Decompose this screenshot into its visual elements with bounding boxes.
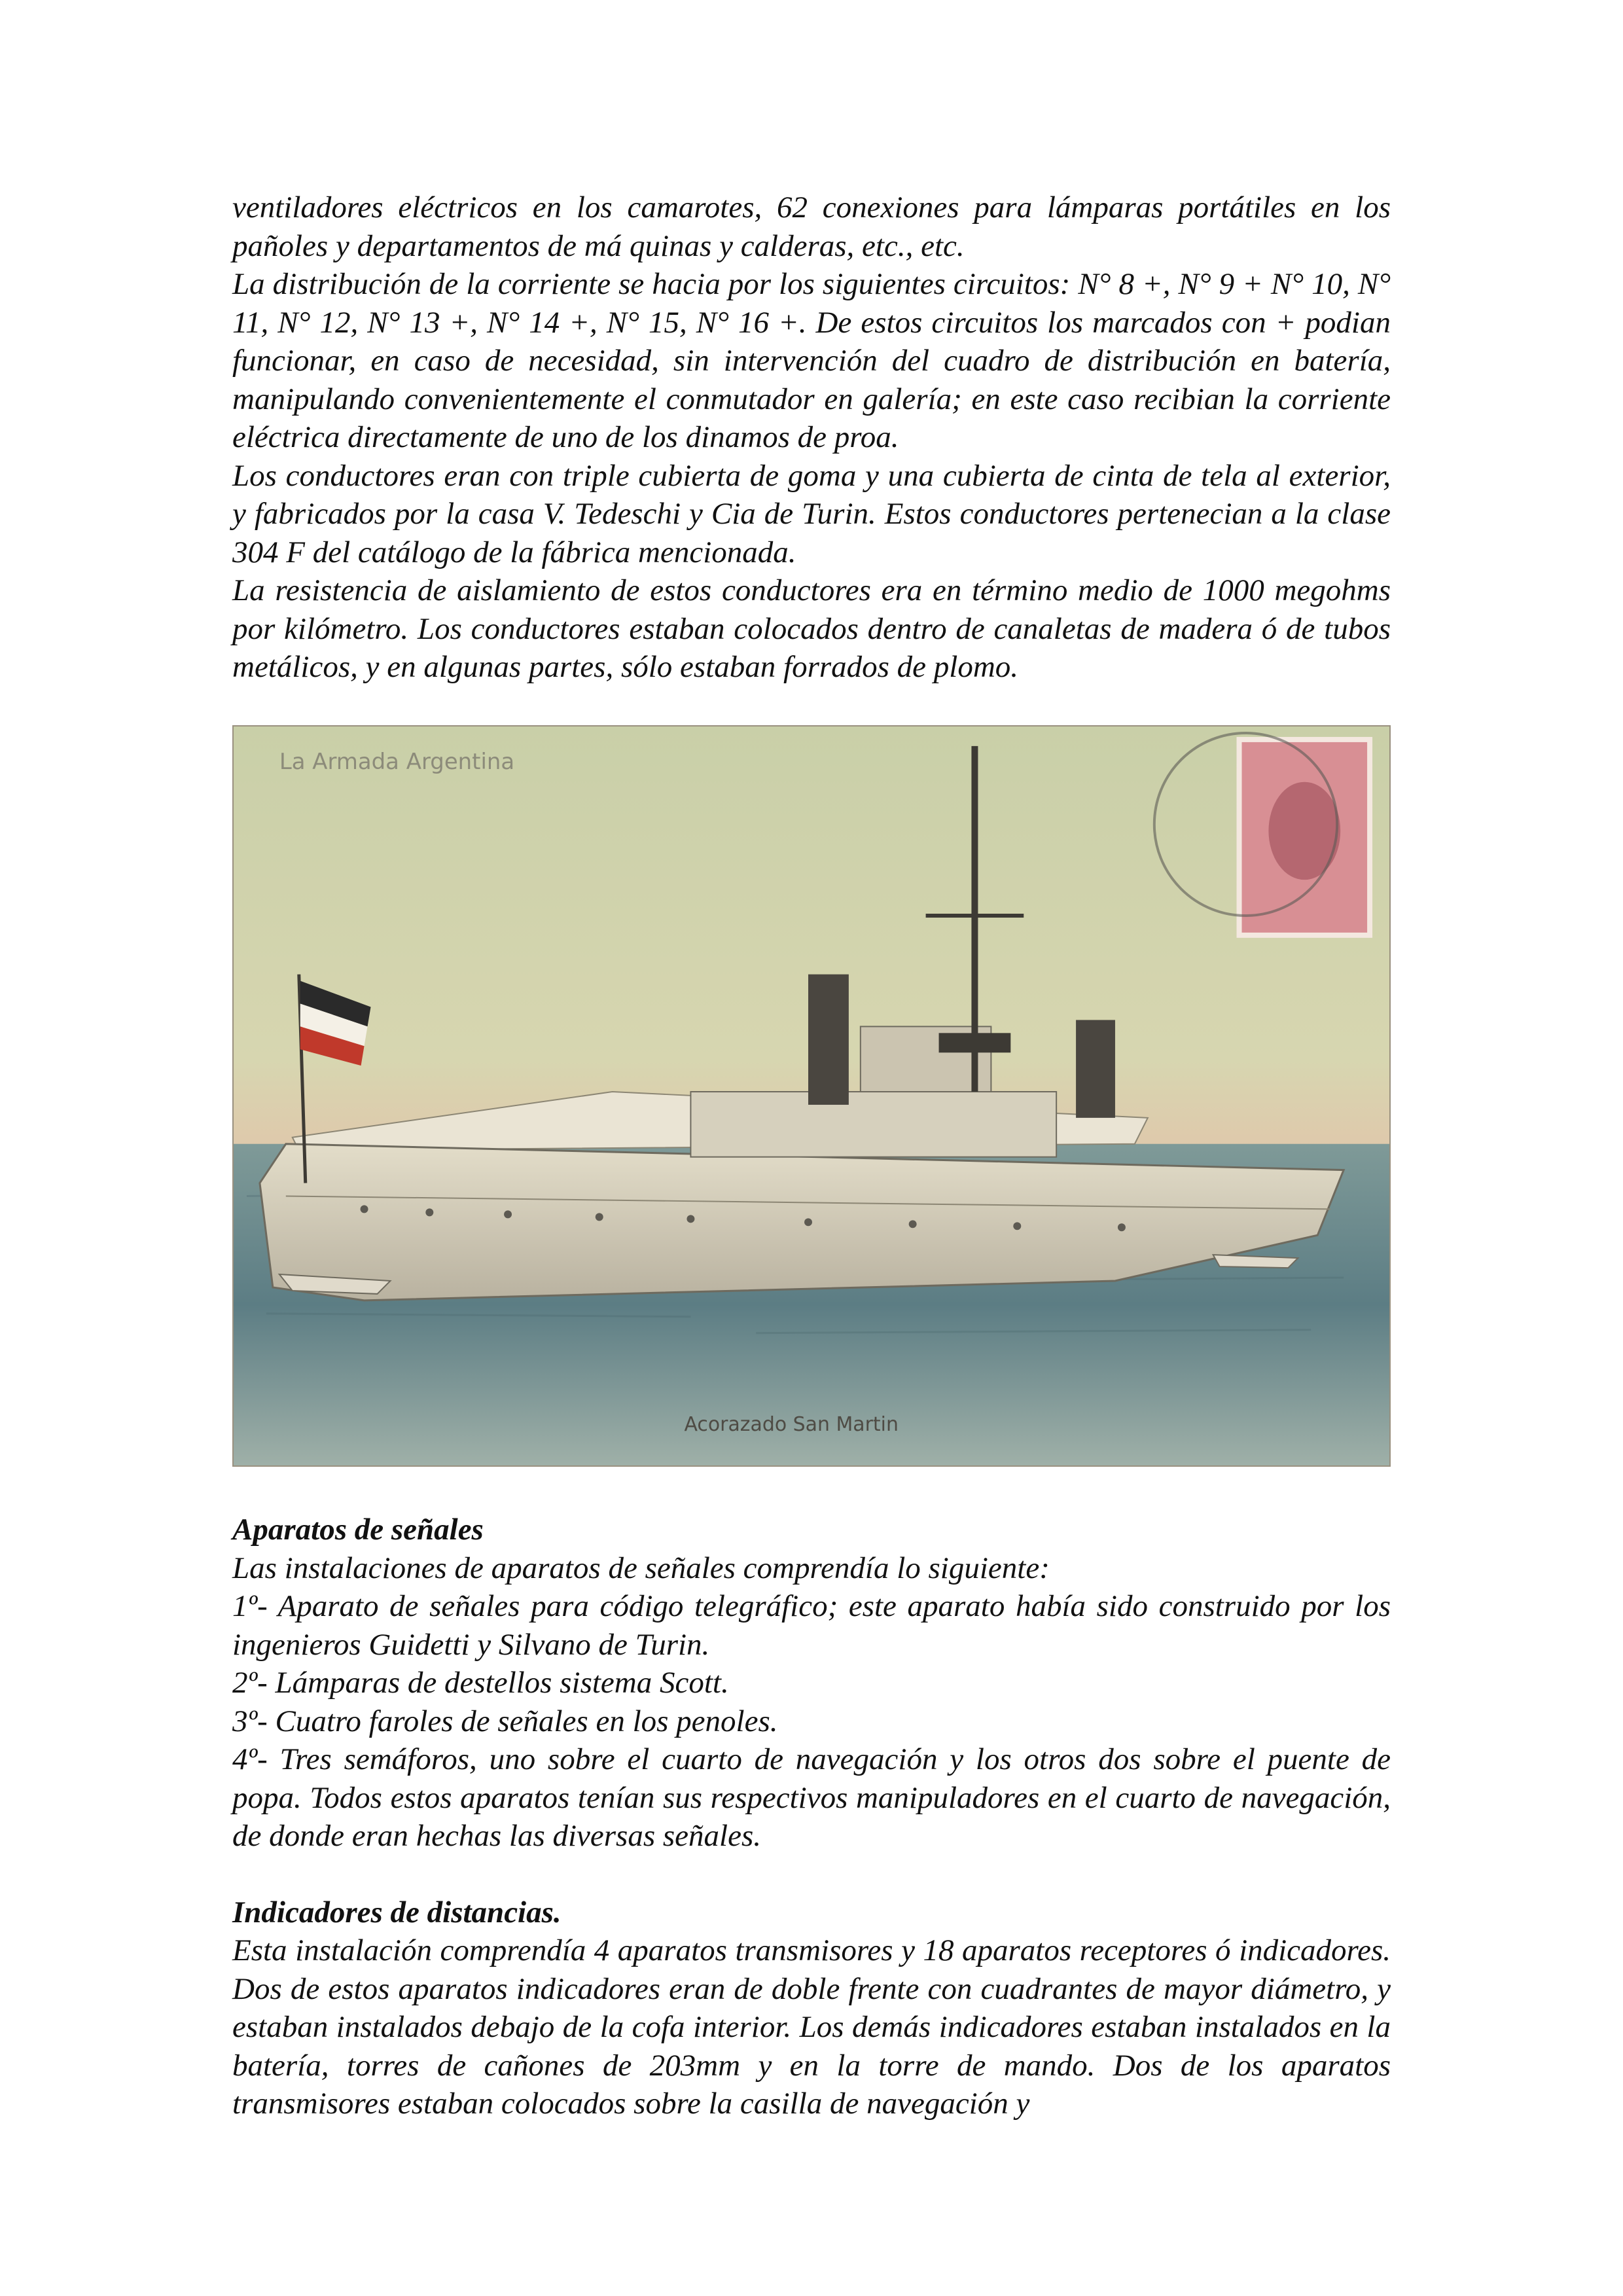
signals-item-1: 1º- Aparato de señales para código telegráfico; este aparato había sido construido por los ingenieros Guidetti y Silvano de Turin. bbox=[232, 1589, 1391, 1662]
signals-item-3: 3º- Cuatro faroles de señales en los penoles. bbox=[232, 1704, 778, 1738]
intro-paragraph-2: La distribución de la corriente se hacia por los siguientes circuitos: N° 8 +, N° 9 + N° 10, N° 11, N° 12, N° 13 +, N° 14 +, N° 15, N° 16 +. De estos circuitos los marcados con + podian funcionar, en caso de necesidad, sin intervención del cuadro de distribución en batería, manipulando convenientemente el conmutador en galería; en este caso recibian la corriente eléctrica directamente de uno de los dinamos de proa. bbox=[232, 267, 1391, 454]
intro-paragraph-1: ventiladores eléctricos en los camarotes, 62 conexiones para lámparas portátiles en los pañoles y departamentos de má quinas y calderas, etc., etc. bbox=[232, 190, 1391, 263]
postcard-bottom-caption: Acorazado San Martin bbox=[684, 1413, 899, 1437]
signals-intro: Las instalaciones de aparatos de señales comprendía lo siguiente: bbox=[232, 1551, 1050, 1585]
ship-postcard-image bbox=[234, 726, 1389, 1465]
page-text-bottom bbox=[232, 1511, 1391, 2123]
distance-body: Esta instalación comprendía 4 aparatos transmisores y 18 aparatos receptores ó indicadores. Dos de estos aparatos indicadores eran de doble frente con cuadrantes de mayor diámetro, y estaban instalados debajo de la cofa interior. Los demás indicadores estaban instalados en la batería, torres de cañones de 203mm y en la torre de mando. Dos de los aparatos transmisores estaban colocados sobre la casilla de navegación y bbox=[232, 1933, 1391, 2121]
postcard-top-caption: La Armada Argentina bbox=[279, 748, 515, 774]
page-text-top bbox=[232, 188, 1391, 687]
distance-heading: Indicadores de distancias. bbox=[232, 1895, 562, 1929]
postcard-illustration bbox=[232, 725, 1391, 1467]
signals-item-2: 2º- Lámparas de destellos sistema Scott. bbox=[232, 1666, 729, 1700]
intro-paragraph-3: Los conductores eran con triple cubierta de goma y una cubierta de cinta de tela al exterior, y fabricados por la casa V. Tedeschi y Cia de Turin. Estos conductores pertenecian a la clase 304 F del catálogo de la fábrica mencionada. bbox=[232, 458, 1391, 569]
intro-paragraph-4: La resistencia de aislamiento de estos conductores era en término medio de 1000 megohms por kilómetro. Los conductores estaban colocados dentro de canaletas de madera ó de tubos metálicos, y en algunas partes, sólo estaban forrados de plomo. bbox=[232, 573, 1391, 684]
section-gap bbox=[232, 1856, 1391, 1893]
signals-item-4: 4º- Tres semáforos, uno sobre el cuarto de navegación y los otros dos sobre el puente de popa. Todos estos aparatos tenían sus respectivos manipuladores en el cuarto de navegación, de donde eran hechas las diversas señales. bbox=[232, 1742, 1391, 1853]
signals-heading: Aparatos de señales bbox=[232, 1513, 484, 1547]
